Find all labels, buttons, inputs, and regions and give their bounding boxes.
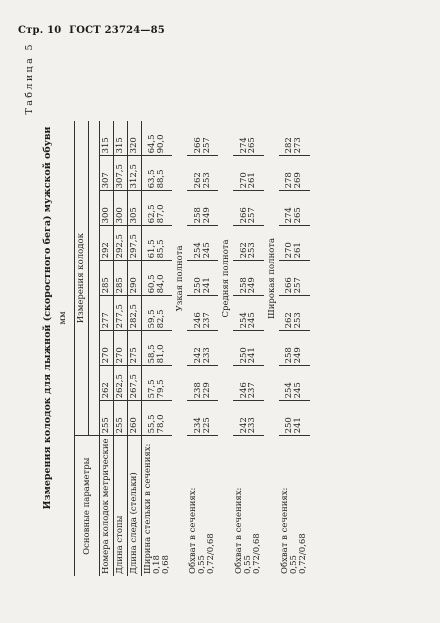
table-cell: 312,5	[127, 156, 141, 191]
table-cell: 55,5 78,0	[141, 401, 172, 436]
table-cell: 275	[127, 331, 141, 366]
table-cell: 64,5 90,0	[141, 121, 172, 156]
table-cell: 234 225	[187, 401, 218, 436]
table-cell: 262 253	[187, 156, 218, 191]
table-row-girth-2	[279, 121, 310, 576]
table-cell: 57,5 79,5	[141, 366, 172, 401]
table-cell: 315	[113, 121, 127, 156]
table-cell: 266 257	[187, 121, 218, 156]
table-cell: 277	[99, 296, 113, 331]
table-cell: 262	[99, 366, 113, 401]
table-row-sizes	[99, 121, 113, 576]
page-number: Стр. 10	[18, 25, 62, 36]
table-cell: 274 265	[233, 121, 264, 156]
table-cell: 278 269	[279, 156, 310, 191]
table-unit: мм	[58, 311, 68, 325]
table-cell: 307,5	[113, 156, 127, 191]
table-cell: 250 241	[233, 331, 264, 366]
table-cell: 250 241	[279, 401, 310, 436]
row-label: Длина стопы	[113, 436, 127, 576]
table-cell: 260	[127, 401, 141, 436]
table-cell: 285	[99, 261, 113, 296]
table-label: Таблица 5	[24, 42, 35, 115]
page-header	[18, 25, 169, 36]
table-row-girth-0	[187, 121, 218, 576]
table-cell: 255	[113, 401, 127, 436]
table-cell: 262 253	[279, 296, 310, 331]
row-label: Номера колодок метрические	[99, 436, 113, 576]
table-cell: 290	[127, 261, 141, 296]
table-cell: 61,5 85,5	[141, 226, 172, 261]
row-label: Длина следа (стельки)	[127, 436, 141, 576]
table-cell: 315	[99, 121, 113, 156]
section-heading-row	[172, 121, 187, 576]
table-cell: 266 257	[233, 191, 264, 226]
section-heading-row	[264, 121, 279, 576]
table-cell: 292,5	[113, 226, 127, 261]
table-cell: 282,5	[127, 296, 141, 331]
table-cell: 58,5 81,0	[141, 331, 172, 366]
header-param: Основные параметры	[75, 436, 100, 576]
table-cell: 254 245	[279, 366, 310, 401]
table-cell: 297,5	[127, 226, 141, 261]
section-heading: Широкая полнота	[266, 237, 277, 319]
header-group: Измерения колодок	[75, 121, 89, 436]
table-cell: 300	[113, 191, 127, 226]
table-cell: 285	[113, 261, 127, 296]
table-cell: 266 257	[279, 261, 310, 296]
row-label: Обхват в сечениях: 0,55 0,72/0,68	[279, 487, 308, 574]
table-cell: 262,5	[113, 366, 127, 401]
table-cell: 246 237	[187, 296, 218, 331]
table-cell: 60,5 84,0	[141, 261, 172, 296]
section-heading: Средняя полнота	[221, 239, 232, 318]
table-cell: 282 273	[279, 121, 310, 156]
table-cell: 63,5 88,5	[141, 156, 172, 191]
table-cell: 277,5	[113, 296, 127, 331]
table-cell: 255	[99, 401, 113, 436]
rotated-table-block	[18, 38, 418, 598]
table-cell: 270 261	[233, 156, 264, 191]
table-cell: 258 249	[279, 331, 310, 366]
table-cell: 270 261	[279, 226, 310, 261]
row-label: Обхват в сечениях: 0,55 0,72/0,68	[188, 487, 217, 574]
table-cell: 59,5 82,5	[141, 296, 172, 331]
row-label: Ширина стельки в сечениях: 0,18 0,68	[142, 443, 171, 574]
table-cell: 305	[127, 191, 141, 226]
table-cell: 258 249	[233, 261, 264, 296]
table-cell: 262 253	[233, 226, 264, 261]
table-cell: 274 265	[279, 191, 310, 226]
table-cell: 246 237	[233, 366, 264, 401]
table-cell: 250 241	[187, 261, 218, 296]
table-cell: 307	[99, 156, 113, 191]
table-cell: 267,5	[127, 366, 141, 401]
table-cell: 270	[113, 331, 127, 366]
table-cell: 270	[99, 331, 113, 366]
table-row-girth-1	[233, 121, 264, 576]
table-cell: 242 233	[233, 401, 264, 436]
section-heading-row	[218, 121, 233, 576]
table-cell: 62,5 87,0	[141, 191, 172, 226]
measurements-table	[74, 121, 310, 576]
table-cell: 238 229	[187, 366, 218, 401]
table-title: Измерения колодок для лыжной (скоростного бега) мужской обуви	[42, 126, 53, 510]
standard-number: ГОСТ 23724—85	[69, 25, 165, 36]
table-cell: 254 245	[187, 226, 218, 261]
table-cell: 254 245	[233, 296, 264, 331]
table-cell: 292	[99, 226, 113, 261]
table-row-track	[127, 121, 141, 576]
row-label: Обхват в сечениях: 0,55 0,72/0,68	[234, 487, 262, 574]
table-cell: 320	[127, 121, 141, 156]
table-cell: 258 249	[187, 191, 218, 226]
table-cell: 242 233	[187, 331, 218, 366]
table-row-insole	[141, 121, 172, 576]
table-row-foot	[113, 121, 127, 576]
table-cell: 300	[99, 191, 113, 226]
section-heading: Узкая полнота	[175, 245, 186, 312]
